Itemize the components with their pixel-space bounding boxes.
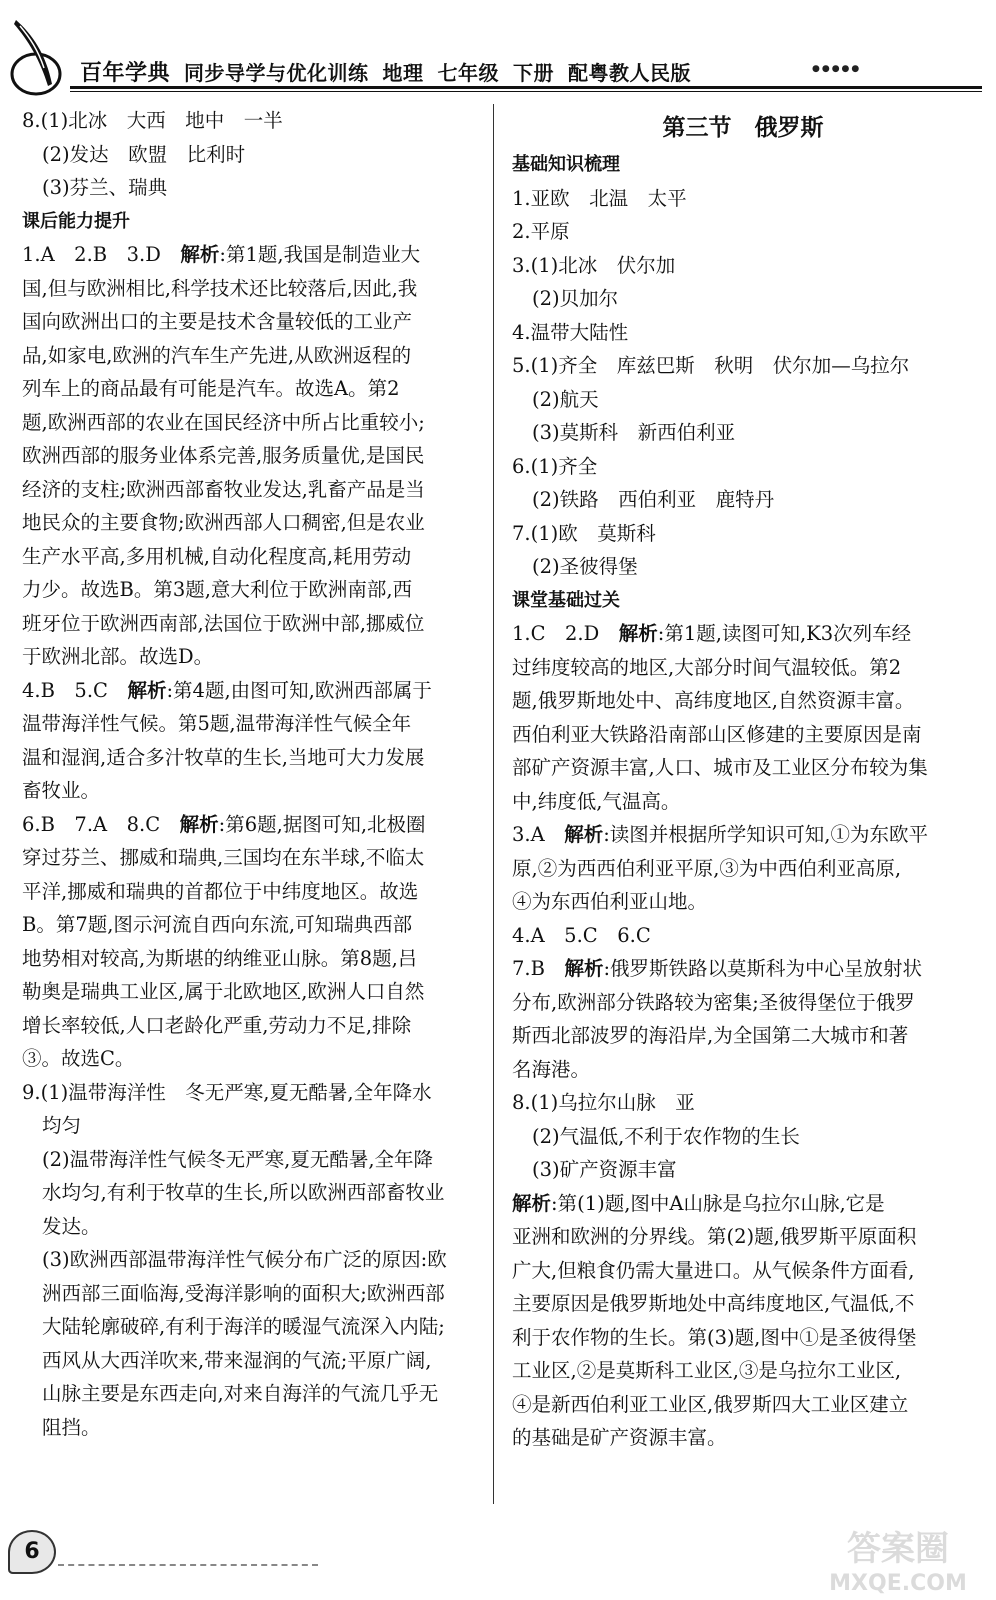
volume: 下册	[513, 61, 555, 85]
answer-line: 洲西部三面临海,受海洋影响的面积大;欧洲西部	[42, 1281, 445, 1305]
analysis-line: 穿过芬兰、挪威和瑞典,三国均在东半球,不临太	[22, 846, 425, 869]
analysis-line: 中,纬度低,气温高。	[512, 789, 681, 813]
answer-line: (2)发达 欧盟 比利时	[42, 142, 246, 166]
answer-line	[22, 808, 474, 842]
analysis-line: 经济的支柱;欧洲西部畜牧业发达,乳畜产品是当	[22, 477, 425, 501]
analysis-line: 平洋,挪威和瑞典的首都位于中纬度地区。故选	[22, 879, 419, 903]
section-heading: 基础知识梳理	[512, 154, 620, 175]
answer-line: 6.(1)齐全	[512, 454, 598, 478]
answer-choices: 7.B	[512, 957, 565, 980]
answer-line: 西风从大西洋吹来,带来湿润的气流;平原广阔,	[42, 1348, 432, 1372]
analysis-line: 生产水平高,多用机械,自动化程度高,耗用劳动	[22, 544, 412, 568]
analysis-line: 于欧洲北部。故选D。	[22, 645, 214, 668]
header-dots: ●●●●●	[812, 64, 862, 74]
answer-line: (3)莫斯科 新西伯利亚	[532, 421, 736, 444]
page-number: 6	[8, 1530, 56, 1574]
answer-line: 1.亚欧 北温 太平	[512, 186, 687, 210]
analysis-line: B。第7题,图示河流自西向东流,可知瑞典西部	[22, 913, 413, 936]
answer-line: (3)矿产资源丰富	[532, 1158, 677, 1181]
analysis-line: 西伯利亚大铁路沿南部山区修建的主要原因是南	[512, 722, 922, 746]
analysis-line: 地民众的主要食物;欧洲西部人口稠密,但是农业	[22, 511, 425, 534]
left-column	[22, 104, 474, 1444]
analysis-line: 工业区,②是莫斯科工业区,③是乌拉尔工业区,	[512, 1359, 902, 1382]
analysis-line: ④为东西伯利亚山地。	[512, 890, 708, 913]
analysis-text: :第1题,读图可知,K3次列车经	[657, 622, 912, 645]
analysis-line: 欧洲西部的服务业体系完善,服务质量优,是国民	[22, 444, 425, 467]
answer-choices: 1.C 2.D	[512, 622, 619, 645]
answer-line: (2)温带海洋性气候冬无严寒,夏无酷暑,全年降	[42, 1147, 434, 1171]
analysis-line: 广大,但粮食仍需大量进口。从气候条件方面看,	[512, 1258, 915, 1282]
analysis-line: 过纬度较高的地区,大部分时间气温较低。第2	[512, 655, 902, 679]
section-heading: 课堂基础过关	[512, 589, 620, 611]
answer-line: (2)气温低,不利于农作物的生长	[532, 1124, 800, 1148]
answer-line: 5.(1)齐全 库兹巴斯 秋明 伏尔加—乌拉尔	[512, 354, 910, 377]
analysis-label: 解析	[127, 678, 167, 702]
brand-name: 百年学典	[80, 61, 171, 86]
analysis-line: 列车上的商品最有可能是汽车。故选A。第2	[22, 377, 400, 400]
analysis-label: 解析	[618, 622, 658, 645]
analysis-line: 斯西北部波罗的海沿岸,为全国第二大城市和著	[512, 1024, 909, 1047]
header-rule	[70, 86, 982, 89]
analysis-line: 班牙位于欧洲西南部,法国位于欧洲中部,挪威位	[22, 611, 425, 635]
analysis-line: 部矿产资源丰富,人口、城市及工业区分布较为集	[512, 756, 928, 779]
feather-pen-logo-icon	[6, 14, 72, 98]
subject: 地理	[382, 61, 424, 85]
analysis-text: :第1题,我国是制造业大	[219, 243, 421, 266]
answer-line: 2.平原	[512, 220, 570, 243]
analysis-text: :俄罗斯铁路以莫斯科为中心呈放射状	[603, 957, 923, 980]
analysis-label: 解析	[564, 957, 604, 980]
answer-line	[512, 818, 974, 852]
answer-line: (3)欧洲西部温带海洋性气候分布广泛的原因:欧	[42, 1248, 447, 1271]
answer-line: 4.A 5.C 6.C	[512, 923, 651, 947]
analysis-line: 利于农作物的生长。第(3)题,图中①是圣彼得堡	[512, 1325, 917, 1349]
answer-line: 4.温带大陆性	[512, 320, 629, 344]
watermark-text: MXQE.COM	[829, 1571, 967, 1596]
answer-line: 水均匀,有利于牧草的生长,所以欧洲西部畜牧业	[42, 1181, 445, 1204]
answer-line	[22, 674, 474, 708]
analysis-line: 勒奥是瑞典工业区,属于北欧地区,欧洲人口自然	[22, 980, 425, 1003]
analysis-text: :第4题,由图可知,欧洲西部属于	[166, 678, 432, 702]
answer-line: 9.(1)温带海洋性 冬无严寒,夏无酷暑,全年降水	[22, 1080, 432, 1104]
answer-choices: 3.A	[512, 823, 565, 846]
answer-choices: 1.A 2.B 3.D	[22, 243, 181, 266]
answer-line	[512, 952, 974, 986]
analysis-line: 温带海洋性气候。第5题,温带海洋性气候全年	[22, 712, 412, 735]
analysis-line: 亚洲和欧洲的分界线。第(2)题,俄罗斯平原面积	[512, 1225, 917, 1248]
answer-line	[22, 238, 474, 272]
analysis-line: ④是新西伯利亚工业区,俄罗斯四大工业区建立	[512, 1392, 909, 1416]
answer-line: 3.(1)北冰 伏尔加	[512, 253, 676, 277]
column-divider	[493, 104, 494, 1504]
svg-text:答案圈: 答案圈	[847, 1529, 949, 1569]
analysis-line: 国向欧洲出口的主要是技术含量较低的工业产	[22, 310, 413, 333]
grade: 七年级	[437, 61, 500, 85]
right-column	[512, 104, 974, 1455]
analysis-line: 分布,欧洲部分铁路较为密集;圣彼得堡位于俄罗	[512, 990, 915, 1014]
answer-line: 阻挡。	[42, 1415, 101, 1439]
section-heading: 课后能力提升	[22, 210, 130, 232]
analysis-label: 解析	[564, 823, 604, 846]
answer-choices: 4.B 5.C	[22, 678, 128, 702]
analysis-line: 增长率较低,人口老龄化严重,劳动力不足,排除	[22, 1013, 412, 1037]
analysis-label: 解析	[180, 243, 220, 266]
analysis-line: 力少。故选B。第3题,意大利位于欧洲南部,西	[22, 578, 413, 601]
answer-line: (2)铁路 西伯利亚 鹿特丹	[532, 488, 775, 511]
header-rule-thin	[70, 91, 982, 92]
analysis-line: 国,但与欧洲相比,科学技术还比较落后,因此,我	[22, 276, 418, 300]
answer-line: 山脉主要是东西走向,对来自海洋的气流几乎无	[42, 1382, 439, 1405]
answer-line: (2)航天	[532, 387, 599, 411]
footer-dashed-rule	[58, 1564, 318, 1566]
analysis-line: 的基础是矿产资源丰富。	[512, 1426, 727, 1449]
answer-line: (3)芬兰、瑞典	[42, 176, 168, 199]
answer-choices: 6.B 7.A 8.C	[22, 812, 180, 836]
book-series: 同步导学与优化训练	[184, 61, 369, 85]
answer-line	[512, 1187, 974, 1221]
analysis-line: 题,俄罗斯地处中、高纬度地区,自然资源丰富。	[512, 689, 915, 712]
analysis-text: :第(1)题,图中A山脉是乌拉尔山脉,它是	[551, 1191, 885, 1215]
analysis-text: :读图并根据所学知识可知,①为东欧平	[603, 823, 928, 846]
analysis-line: 温和湿润,适合多汁牧草的生长,当地可大力发展	[22, 745, 425, 769]
answer-line: 8.(1)乌拉尔山脉 亚	[512, 1091, 695, 1114]
analysis-line: 题,欧洲西部的农业在国民经济中所占比重较小;	[22, 410, 425, 434]
analysis-line: 地势相对较高,为斯堪的纳维亚山脉。第8题,吕	[22, 946, 418, 970]
analysis-line: 品,如家电,欧洲的汽车生产先进,从欧洲返程的	[22, 343, 412, 367]
header-title	[80, 56, 705, 87]
answer-line: 8.(1)北冰 大西 地中 一半	[22, 109, 283, 132]
page-header	[0, 0, 996, 104]
edition: 配粤教人民版	[568, 61, 692, 85]
answer-line: 发达。	[42, 1214, 101, 1238]
answer-line: (2)圣彼得堡	[532, 555, 638, 578]
analysis-line: ③。故选C。	[22, 1047, 135, 1070]
section-title: 第三节 俄罗斯	[662, 115, 824, 141]
answer-line: 均匀	[42, 1114, 82, 1137]
analysis-label: 解析	[512, 1191, 552, 1215]
analysis-line: 原,②为西西伯利亚平原,③为中西伯利亚高原,	[512, 856, 902, 880]
answer-line: 7.(1)欧 莫斯科	[512, 521, 656, 545]
answer-line: 大陆轮廓破碎,有利于海洋的暖湿气流深入内陆;	[42, 1315, 445, 1338]
analysis-text: :第6题,据图可知,北极圈	[218, 812, 426, 836]
answer-line	[512, 617, 974, 651]
answer-line: (2)贝加尔	[532, 287, 619, 310]
analysis-line: 畜牧业。	[22, 779, 101, 802]
analysis-line: 主要原因是俄罗斯地处中高纬度地区,气温低,不	[512, 1292, 915, 1315]
watermark-logo-icon	[808, 1512, 988, 1596]
analysis-label: 解析	[179, 812, 219, 836]
analysis-line: 名海港。	[512, 1057, 591, 1081]
